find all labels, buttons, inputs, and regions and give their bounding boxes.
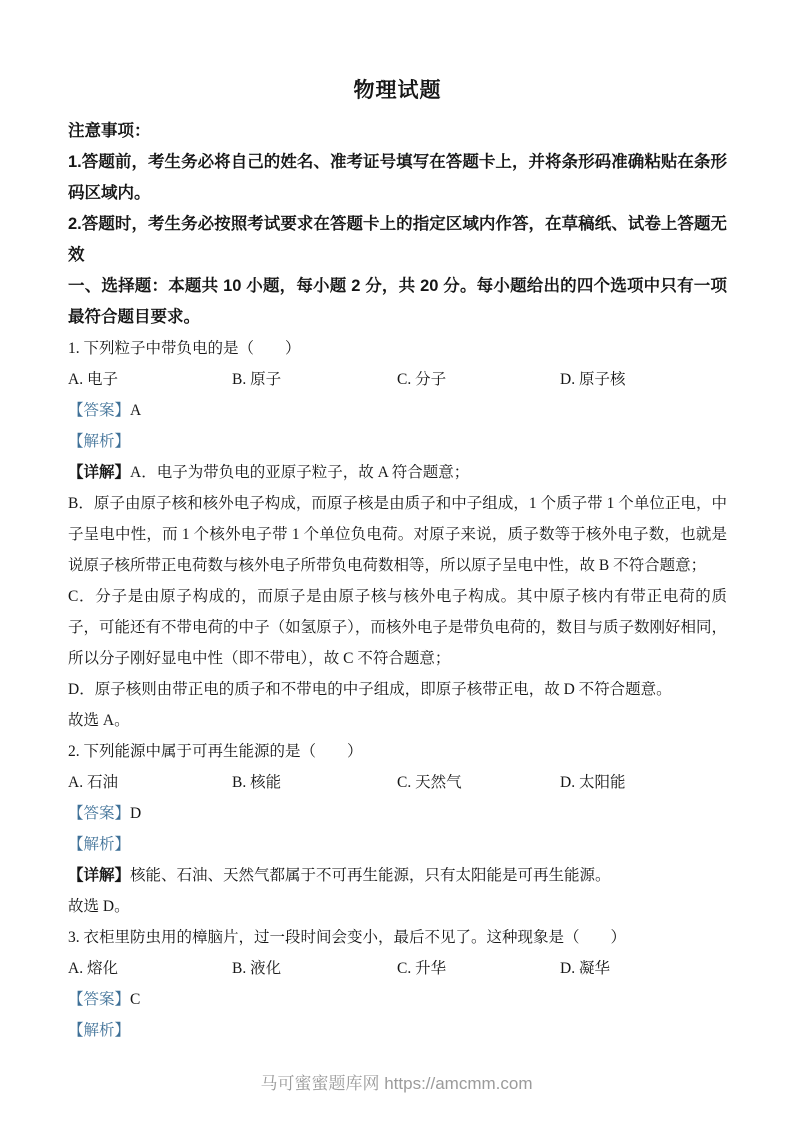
section-heading: 一、选择题：本题共 10 小题，每小题 2 分，共 20 分。每小题给出的四个选项中只有一项最符合题目要求。 [68, 277, 727, 327]
analysis-line [68, 426, 727, 457]
detail-paragraph: B．原子由原子核和核外电子构成，而原子核是由质子和中子组成，1 个质子带 1 个单位正电，中子呈电中性，而 1 个核外电子带 1 个单位负电荷。对原子来说，质子数等于核外电子数，也就是说原子核所带正电荷数与核外电子所带负电荷数相等，所以原子呈电中性，故 B 不符合题意； [68, 495, 727, 575]
option-a: A. 电子 [68, 371, 118, 389]
answer-line [68, 984, 727, 1015]
detail-paragraph: D．原子核则由带正电的质子和不带电的中子组成，即原子核带正电，故 D 不符合题意。 [68, 681, 672, 699]
options-row [68, 767, 727, 798]
answer-value: C [130, 991, 141, 1009]
notice-item-2: 2.答题时，考生务必按照考试要求在答题卡上的指定区域内作答，在草稿纸、试卷上答题无效 [68, 215, 727, 265]
option-c: C. 分子 [397, 371, 447, 389]
option-a: A. 石油 [68, 774, 118, 792]
detail-text: A．电子为带负电的亚原子粒子，故 A 符合题意； [130, 464, 470, 482]
notice-heading: 注意事项： [68, 122, 151, 141]
option-b: B. 液化 [232, 960, 282, 978]
option-d: D. 凝华 [560, 960, 610, 978]
answer-label: 【答案】 [68, 805, 131, 823]
question-block-3 [68, 922, 727, 1046]
question-block-1 [68, 333, 727, 736]
question-stem: 3. 衣柜里防虫用的樟脑片，过一段时间会变小，最后不见了。这种现象是（ ） [68, 929, 627, 947]
detail-label: 【详解】 [68, 867, 131, 885]
detail-paragraph: C．分子是由原子构成的，而原子是由原子核与核外电子构成。其中原子核内有带正电荷的质子，可能还有不带电荷的中子（如氢原子），而核外电子是带负电荷的，数目与质子数刚好相同，所以分子刚好显电中性（即不带电），故 C 不符合题意； [68, 588, 727, 668]
answer-label: 【答案】 [68, 991, 131, 1009]
answer-line [68, 798, 727, 829]
detail-text: 核能、石油、天然气都属于不可再生能源，只有太阳能是可再生能源。 [130, 867, 611, 885]
conclusion-line: 故选 A。 [68, 712, 130, 730]
option-a: A. 熔化 [68, 960, 118, 978]
detail-label: 【详解】 [68, 464, 131, 482]
answer-value: A [130, 402, 142, 420]
question-stem: 1. 下列粒子中带负电的是（ ） [68, 340, 301, 358]
options-row [68, 364, 727, 395]
option-d: D. 太阳能 [560, 774, 626, 792]
page-title: 物理试题 [353, 78, 442, 103]
notice-item-1: 1.答题前，考生务必将自己的姓名、准考证号填写在答题卡上，并将条形码准确粘贴在条形码区域内。 [68, 153, 727, 203]
option-c: C. 天然气 [397, 774, 462, 792]
analysis-label: 【解析】 [68, 433, 131, 451]
conclusion-line: 故选 D。 [68, 898, 130, 916]
detail-paragraph [68, 457, 727, 488]
answer-line [68, 395, 727, 426]
option-b: B. 原子 [232, 371, 282, 389]
option-c: C. 升华 [397, 960, 447, 978]
option-b: B. 核能 [232, 774, 282, 792]
analysis-label: 【解析】 [68, 1022, 131, 1040]
detail-paragraph [68, 860, 727, 891]
footer-watermark: 马可蜜蜜题库网 https://amcmm.com [260, 1074, 533, 1093]
answer-label: 【答案】 [68, 402, 131, 420]
analysis-line [68, 1015, 727, 1046]
question-stem: 2. 下列能源中属于可再生能源的是（ ） [68, 743, 363, 761]
analysis-line [68, 829, 727, 860]
analysis-label: 【解析】 [68, 836, 131, 854]
answer-value: D [130, 805, 142, 823]
option-d: D. 原子核 [560, 371, 626, 389]
question-block-2 [68, 736, 727, 922]
options-row [68, 953, 727, 984]
